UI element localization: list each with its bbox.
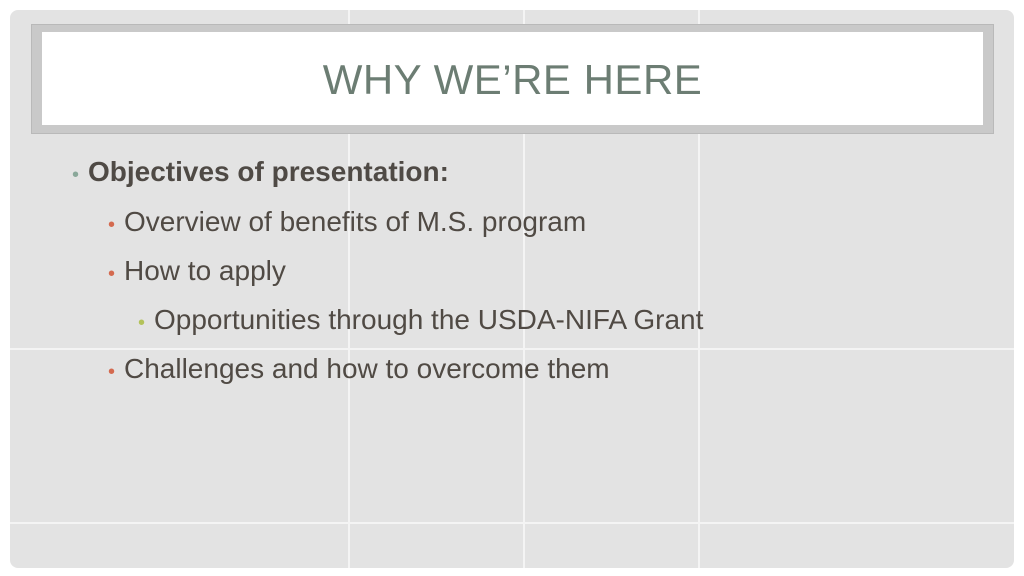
bullet-dot: •	[138, 312, 146, 334]
bullet-how-to-apply	[108, 255, 286, 287]
bullet-challenges	[108, 353, 610, 385]
bullet-dot: •	[108, 361, 116, 383]
bullet-text: Challenges and how to overcome them	[124, 353, 610, 384]
bullet-dot: •	[108, 263, 116, 285]
bullet-text: How to apply	[124, 255, 286, 286]
bullet-text: Objectives of presentation:	[88, 156, 449, 187]
bullet-overview	[108, 206, 586, 238]
bullet-opportunities	[138, 304, 703, 336]
bullet-objectives	[72, 156, 449, 188]
bullet-text: Opportunities through the USDA-NIFA Grant	[154, 304, 704, 335]
bullet-dot: •	[72, 164, 80, 186]
bullet-dot: •	[108, 214, 116, 236]
slide	[10, 10, 1014, 568]
slide-content	[10, 10, 1014, 568]
slide-title: WHY WE’RE HERE	[322, 55, 703, 103]
bullet-text: Overview of benefits of M.S. program	[124, 206, 587, 237]
